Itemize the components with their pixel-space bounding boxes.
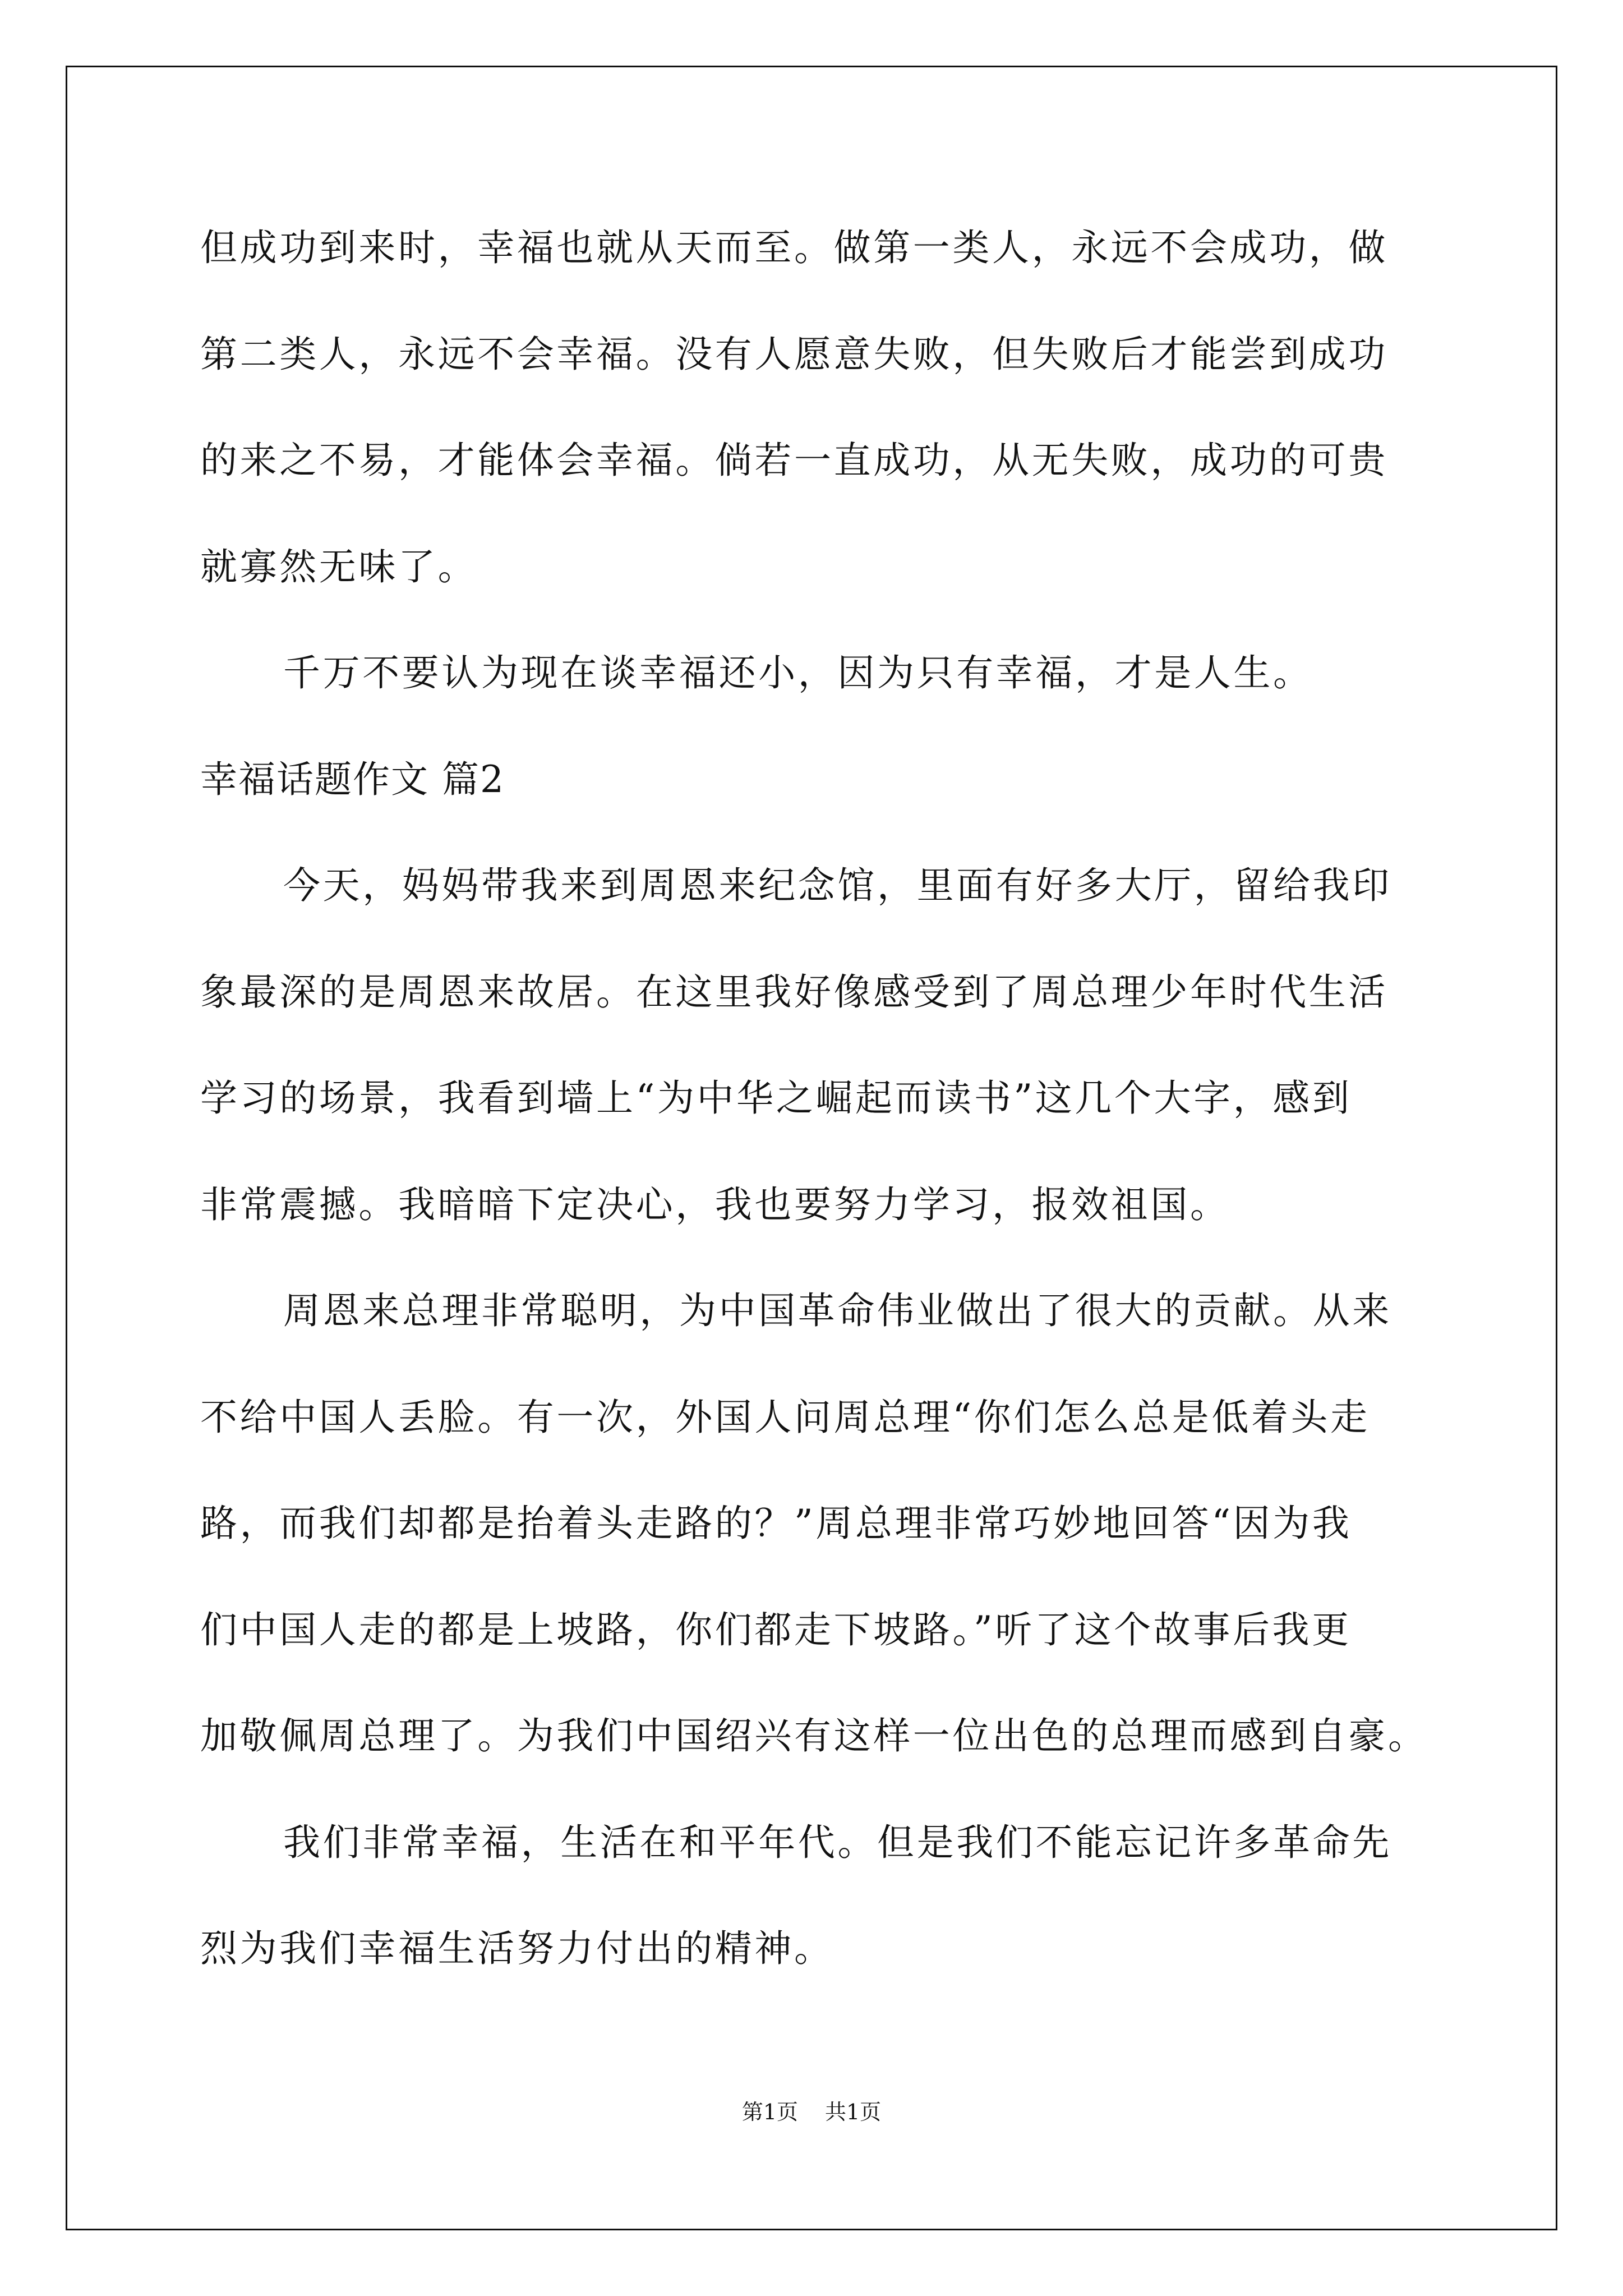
body-line-5: 千万不要认为现在谈幸福还小，因为只有幸福，才是人生。 [283,651,1313,694]
section-heading: 幸福话题作文 篇2 [200,758,505,801]
body-line-13: 路，而我们却都是抬着头走路的？”周总理非常巧妙地回答“因为我 [200,1502,1352,1545]
body-line-9: 学习的场景，我看到墙上“为中华之崛起而读书”这几个大字，感到 [200,1076,1352,1120]
body-line-14: 们中国人走的都是上坡路，你们都走下坡路。”听了这个故事后我更 [200,1608,1352,1651]
page-footer [0,2095,1623,2129]
body-line-2: 第二类人，永远不会幸福。没有人愿意失败，但失败后才能尝到成功 [200,333,1388,376]
body-line-12: 不给中国人丢脸。有一次，外国人问周总理“你们怎么总是低着头走 [200,1396,1370,1439]
page-total: 共1页 [825,2100,882,2124]
body-line-10: 非常震撼。我暗暗下定决心，我也要努力学习，报效祖国。 [200,1183,1230,1226]
page-number: 第1页 [741,2100,798,2124]
body-line-4: 就寡然无味了。 [200,545,478,588]
body-line-1: 但成功到来时，幸福也就从天而至。做第一类人，永远不会成功，做 [200,226,1388,269]
body-line-16: 我们非常幸福，生活在和平年代。但是我们不能忘记许多革命先 [283,1821,1392,1864]
body-line-17: 烈为我们幸福生活努力付出的精神。 [200,1927,834,1970]
body-line-7: 今天，妈妈带我来到周恩来纪念馆，里面有好多大厅，留给我印 [283,864,1392,907]
body-line-8: 象最深的是周恩来故居。在这里我好像感受到了周总理少年时代生活 [200,970,1388,1014]
body-line-15: 加敬佩周总理了。为我们中国绍兴有这样一位出色的总理而感到自豪。 [200,1714,1428,1757]
body-line-11: 周恩来总理非常聪明，为中国革命伟业做出了很大的贡献。从来 [283,1289,1392,1332]
page-border [66,66,1557,2230]
body-line-3: 的来之不易，才能体会幸福。倘若一直成功，从无失败，成功的可贵 [200,439,1388,482]
